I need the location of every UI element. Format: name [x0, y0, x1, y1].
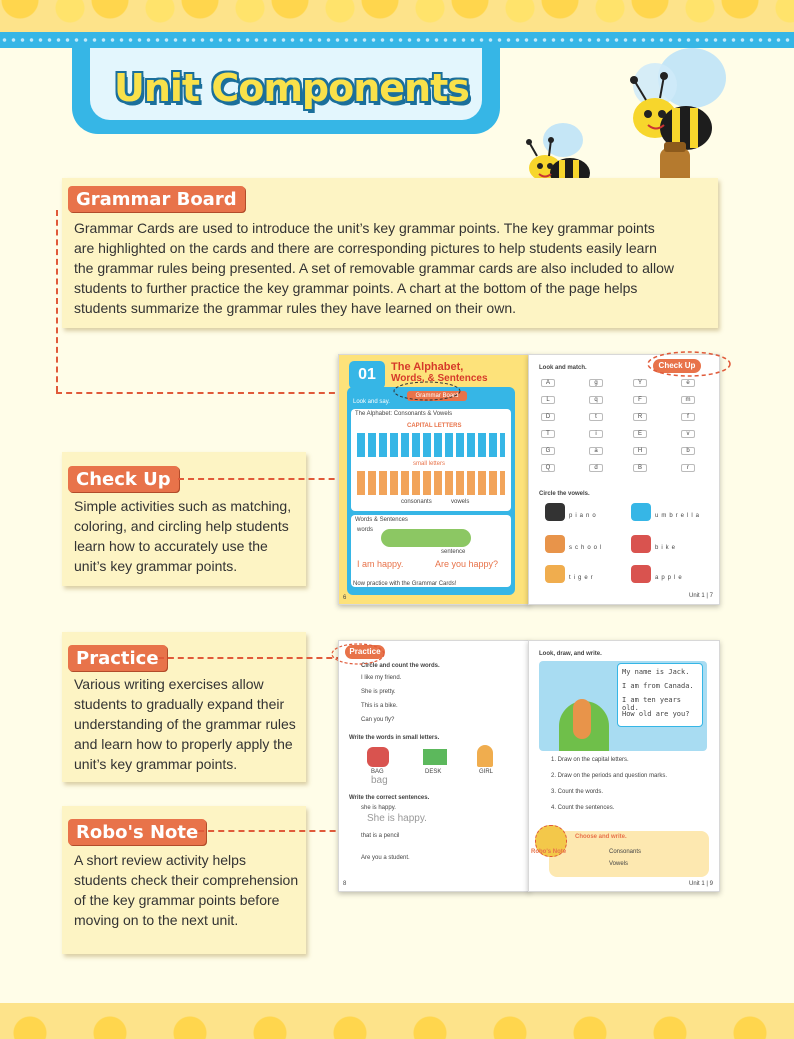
text-line: coloring, and circling help students — [74, 518, 289, 534]
practice-sentence: She is pretty. — [361, 689, 396, 695]
match-letter[interactable]: Q — [541, 464, 555, 472]
spread-left-page-2 — [338, 640, 530, 892]
task-item: 4. Count the sentences. — [551, 805, 615, 811]
task-item: 2. Draw on the periods and question marks. — [551, 773, 668, 779]
vowel-word[interactable]: apple — [655, 575, 685, 581]
task-item: 1. Draw on the capital letters. — [551, 757, 629, 763]
robos-note-tag: Robo's Note — [68, 819, 206, 845]
text-line: of the key grammar points before — [74, 892, 280, 908]
vowel-picture-icon — [545, 535, 565, 553]
circle-count-instruction: Circle and count the words. — [361, 663, 440, 669]
vowel-word[interactable]: tiger — [569, 575, 596, 581]
example-sentence-2: Are you happy? — [435, 559, 499, 569]
check-up-text — [74, 496, 302, 576]
grammar-board-label: Grammar Board — [407, 391, 467, 401]
vowel-picture-icon — [545, 565, 565, 583]
cap-word: DESK — [425, 769, 442, 775]
match-letter[interactable]: D — [541, 413, 555, 421]
vowel-picture-icon — [631, 535, 651, 553]
girl-icon — [477, 745, 493, 767]
match-letter[interactable]: E — [633, 430, 647, 438]
legend-vowels: vowels — [451, 499, 470, 505]
top-decorative-band — [0, 0, 794, 34]
bottom-decorative-band — [0, 1003, 794, 1039]
write-small-instruction: Write the words in small letters. — [349, 735, 440, 741]
look-and-say: Look and say. — [353, 399, 390, 405]
vowels-label: Vowels — [609, 861, 629, 867]
match-letter[interactable]: m — [681, 396, 695, 404]
practice-sentence: This is a bike. — [361, 703, 398, 709]
leaves-illustration — [381, 529, 471, 547]
grammar-board-tag: Grammar Board — [68, 186, 245, 212]
practice-badge: Practice — [345, 645, 385, 659]
example-sentence-1: I am happy. — [357, 559, 404, 569]
cards-footer: Now practice with the Grammar Cards! — [353, 581, 457, 587]
consonants-label: Consonants — [609, 849, 642, 855]
speech-line: How old are you? — [622, 710, 690, 718]
robo-label: Robo's Note — [531, 849, 567, 855]
text-line: learn how to accurately use the — [74, 538, 268, 554]
circle-vowels: Circle the vowels. — [539, 491, 590, 497]
small-letters-label: small letters — [413, 461, 446, 467]
match-letter[interactable]: a — [589, 447, 603, 455]
check-up-tag: Check Up — [68, 466, 179, 492]
text-line: students to gradually expand their — [74, 696, 285, 712]
connector-line — [56, 210, 58, 392]
text-line: are highlighted on the cards and there are corresponding pictures to help students easily learn — [74, 240, 657, 256]
grammar-board-highlight-circle — [392, 380, 462, 402]
spread-right-page-1 — [528, 354, 720, 605]
page-number-left: 8 — [343, 881, 347, 887]
match-letter[interactable]: i — [589, 430, 603, 438]
match-letter[interactable]: v — [681, 430, 695, 438]
match-letter[interactable]: H — [633, 447, 647, 455]
match-letter[interactable]: F — [633, 396, 647, 404]
speech-bubble — [617, 663, 703, 727]
vowel-word[interactable]: umbrella — [655, 513, 703, 519]
capital-letters-label: CAPITAL LETTERS — [407, 423, 462, 429]
legend-consonants: consonants — [401, 499, 432, 505]
match-letter[interactable]: r — [681, 464, 695, 472]
look-and-match: Look and match. — [539, 365, 587, 371]
speech-line: My name is Jack. — [622, 668, 690, 676]
match-letter[interactable]: L — [541, 396, 555, 404]
match-letter[interactable]: e — [681, 379, 695, 387]
bag-icon — [367, 747, 389, 767]
answer-bag: bag — [371, 775, 388, 786]
vowel-picture-icon — [545, 503, 565, 521]
check-up-badge: Check Up — [653, 359, 701, 373]
match-letter[interactable]: Y — [633, 379, 647, 387]
speech-line: I am ten years old. — [622, 696, 682, 712]
page-number-right: Unit 1 | 9 — [689, 881, 713, 887]
text-line: the grammar rules being presented. A set of removable grammar cards are also included to allow — [74, 260, 674, 276]
match-letter[interactable]: b — [681, 447, 695, 455]
robos-note-box — [549, 831, 709, 877]
small-letters-grid — [357, 471, 505, 495]
page-title: Unit Components — [114, 66, 469, 110]
text-line: students to further practice the key grammar points. A chart at the bottom of the page helps — [74, 280, 638, 296]
look-draw-write: Look, draw, and write. — [539, 651, 602, 657]
unit-number-badge: 01 — [349, 361, 385, 389]
correct-answer-1: She is happy. — [367, 813, 427, 824]
spread-right-page-2 — [528, 640, 720, 892]
text-line: understanding of the grammar rules — [74, 716, 296, 732]
check-up-highlight-circle — [646, 350, 732, 378]
grammar-board-panel — [347, 387, 515, 595]
cap-word: GIRL — [479, 769, 494, 775]
unit-title-line-2: Words, & Sentences — [391, 373, 488, 384]
vowel-word[interactable]: piano — [569, 513, 599, 519]
text-line: and learn how to properly apply the — [74, 736, 293, 752]
text-line: students summarize the grammar rules they have learned on their own. — [74, 300, 516, 316]
text-line: students check their comprehension — [74, 872, 299, 888]
match-letter[interactable]: A — [541, 379, 555, 387]
capital-letters-grid — [357, 433, 505, 457]
desk-icon — [423, 749, 447, 765]
grammar-board-text — [74, 218, 714, 318]
words-sentences-heading: Words & Sentences — [355, 517, 408, 523]
unit-title-line-1: The Alphabet, — [391, 361, 464, 373]
practice-tag: Practice — [68, 645, 167, 671]
page-number-left: 6 — [343, 595, 347, 601]
match-letter[interactable]: g — [589, 379, 603, 387]
page-number-right: Unit 1 | 7 — [689, 593, 713, 599]
text-line: Various writing exercises allow — [74, 676, 264, 692]
match-letter[interactable]: B — [633, 464, 647, 472]
vowel-word[interactable]: school — [569, 545, 605, 551]
write-correct-instruction: Write the correct sentences. — [349, 795, 430, 801]
text-line: unit’s key grammar points. — [74, 558, 238, 574]
match-letter[interactable]: t — [589, 413, 603, 421]
vowel-word[interactable]: bike — [655, 545, 679, 551]
match-letter[interactable]: d — [589, 464, 603, 472]
alphabet-heading: The Alphabet: Consonants & Vowels — [355, 411, 453, 417]
large-bee-icon — [620, 40, 750, 190]
speech-line: I am from Canada. — [622, 682, 694, 690]
words-label: words — [357, 527, 374, 533]
match-letter[interactable]: T — [541, 430, 555, 438]
text-line: Simple activities such as matching, — [74, 498, 292, 514]
match-letter[interactable]: q — [589, 396, 603, 404]
practice-sentence: I like my friend. — [361, 675, 402, 681]
text-line: moving on to the next unit. — [74, 912, 239, 928]
vowel-picture-icon — [631, 565, 651, 583]
practice-highlight-circle — [330, 642, 386, 666]
text-line: Grammar Cards are used to introduce the unit’s key grammar points. The key grammar points — [74, 220, 655, 236]
choose-write: Choose and write. — [575, 834, 627, 840]
correct-sentence-1: she is happy. — [361, 805, 396, 811]
practice-text — [74, 674, 302, 774]
robos-note-text — [74, 850, 302, 930]
match-letter[interactable]: R — [633, 413, 647, 421]
text-line: A short review activity helps — [74, 852, 246, 868]
correct-sentence-2: that is a pencil — [361, 833, 400, 839]
match-letter[interactable]: f — [681, 413, 695, 421]
sentence-label: sentence — [441, 549, 466, 555]
text-line: unit’s key grammar points. — [74, 756, 238, 772]
vowel-picture-icon — [631, 503, 651, 521]
practice-sentence: Can you fly? — [361, 717, 395, 723]
correct-sentence-3: Are you a student. — [361, 855, 410, 861]
match-letter[interactable]: G — [541, 447, 555, 455]
task-item: 3. Count the words. — [551, 789, 604, 795]
cap-word: BAG — [371, 769, 384, 775]
